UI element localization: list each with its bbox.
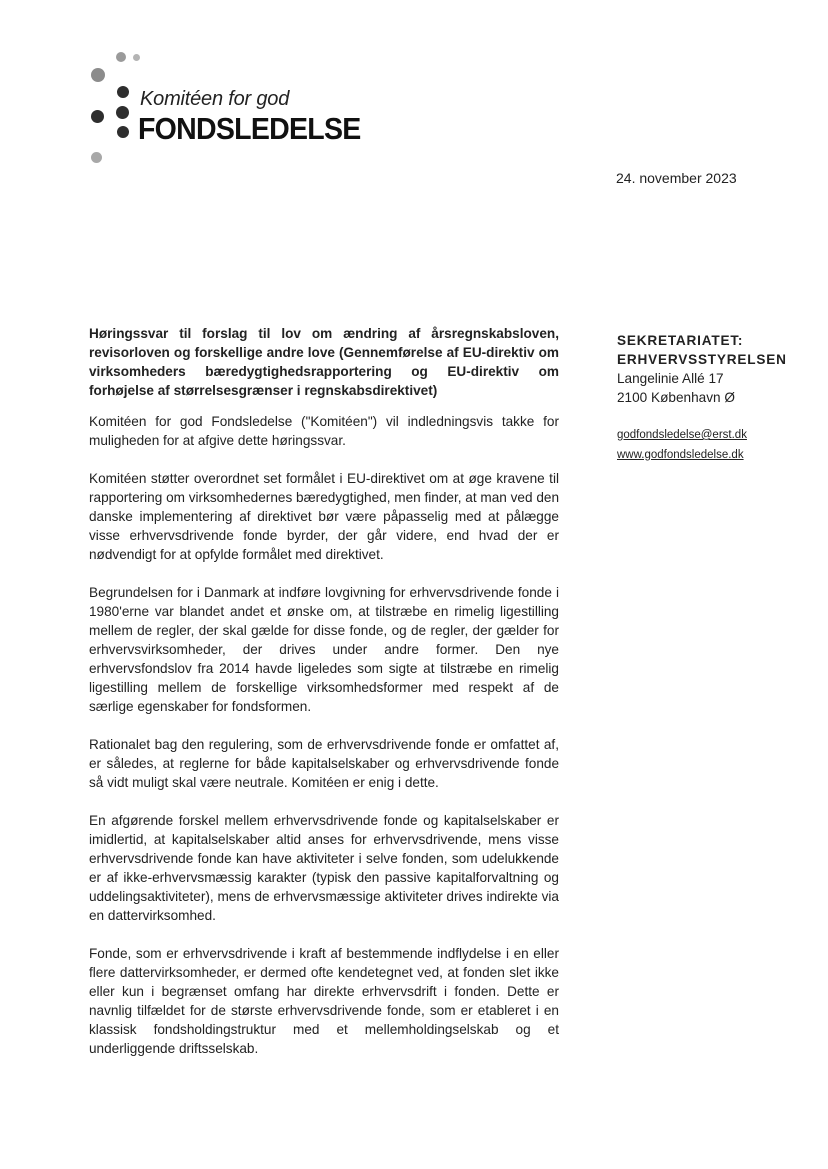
secretariat-authority: ERHVERVSSTYRELSEN — [617, 352, 787, 367]
letter-body — [89, 324, 559, 1077]
letter-date: 24. november 2023 — [616, 170, 737, 186]
logo-dot — [91, 68, 105, 82]
sender-address-block — [617, 331, 797, 465]
body-paragraph: En afgørende forskel mellem erhvervsdrivende fonde og kapitalselskaber er imidlertid, at kapitalselskaber altid anses for erhvervsdrivende, mens visse erhvervsdrivende fonde kan have aktiviteter i selve fonden, som udelukkende er af ikke-erhvervsmæssig karakter (typisk den passive kapitalforvaltning og uddelingsaktiviteter), mens de erhvervsmæssige aktiviteter drives indirekte via en dattervirksomhed. — [89, 813, 559, 923]
body-paragraph: Rationalet bag den regulering, som de erhvervsdrivende fonde er omfattet af, er således, at reglerne for både kapitalselskaber og erhvervsdrivende fonde så vidt muligt skal være neutrale. Komitéen er enig i dette. — [89, 737, 559, 790]
logo-dot — [117, 86, 129, 98]
email-link[interactable]: godfondsledelse@erst.dk — [617, 429, 747, 441]
body-paragraph: Begrundelsen for i Danmark at indføre lovgivning for erhvervsdrivende fonde i 1980'erne var blandet andet et ønske om, at tilstræbe en rimelig ligestilling mellem de regler, der skal gælde for disse fonde, og de regler, der gælder for erhvervsvirksomheder, der drives under andre former. Den nye erhvervsfondslov fra 2014 havde ligeledes som sigte at tilstræbe en rimelig ligestilling mellem de forskellige virksomhedsformer med respekt af de særlige egenskaber for fondsformen. — [89, 585, 559, 714]
body-paragraph: Komitéen for god Fondsledelse ("Komitéen") vil indledningsvis takke for muligheden for at afgive dette høringssvar. — [89, 414, 559, 448]
street-address: Langelinie Allé 17 — [617, 371, 724, 386]
logo-dot — [91, 152, 102, 163]
logo-text-line2: FONDSLEDELSE — [138, 111, 361, 146]
website-link[interactable]: www.godfondsledelse.dk — [617, 449, 744, 461]
logo-text-line1: Komitéen for god — [140, 88, 290, 110]
contact-links — [617, 425, 797, 465]
postal-city: 2100 København Ø — [617, 390, 735, 405]
logo-dot — [133, 54, 140, 61]
logo-dot — [116, 52, 126, 62]
letter-heading: Høringssvar til forslag til lov om ændring af årsregnskabsloven, revisorloven og forskellige andre love (Gennemførelse af EU-direktiv om virksomheders bæredygtighedsrapportering og EU-direktiv om forhøjelse af størrelsesgrænser i regnskabsdirektivet) — [89, 326, 559, 398]
secretariat-label: SEKRETARIATET: — [617, 333, 744, 348]
logo-dot — [91, 110, 104, 123]
logo-dot — [117, 126, 129, 138]
body-paragraph: Fonde, som er erhvervsdrivende i kraft af bestemmende indflydelse i en eller flere dattervirksomheder, er dermed ofte kendetegnet ved, at fonden slet ikke eller kun i begrænset omfang har direkte erhvervsdrift i fonden. Dette er navnlig tilfældet for de største erhvervsdrivende fonde, som er etableret i en klassisk fondsholdingstruktur med et mellemholdingselskab og et underliggende driftsselskab. — [89, 946, 559, 1056]
logo-dot — [116, 106, 129, 119]
body-paragraph: Komitéen støtter overordnet set formålet i EU-direktivet om at øge kravene til rapportering om virksomhedernes bæredygtighed, men finder, at man ved den danske implementering af direktivet bør være påpasselig med at pålægge visse erhvervsdrivende fonde byrder, der går videre, end hvad der er nødvendigt for at opfylde formålet med direktivet. — [89, 471, 559, 562]
